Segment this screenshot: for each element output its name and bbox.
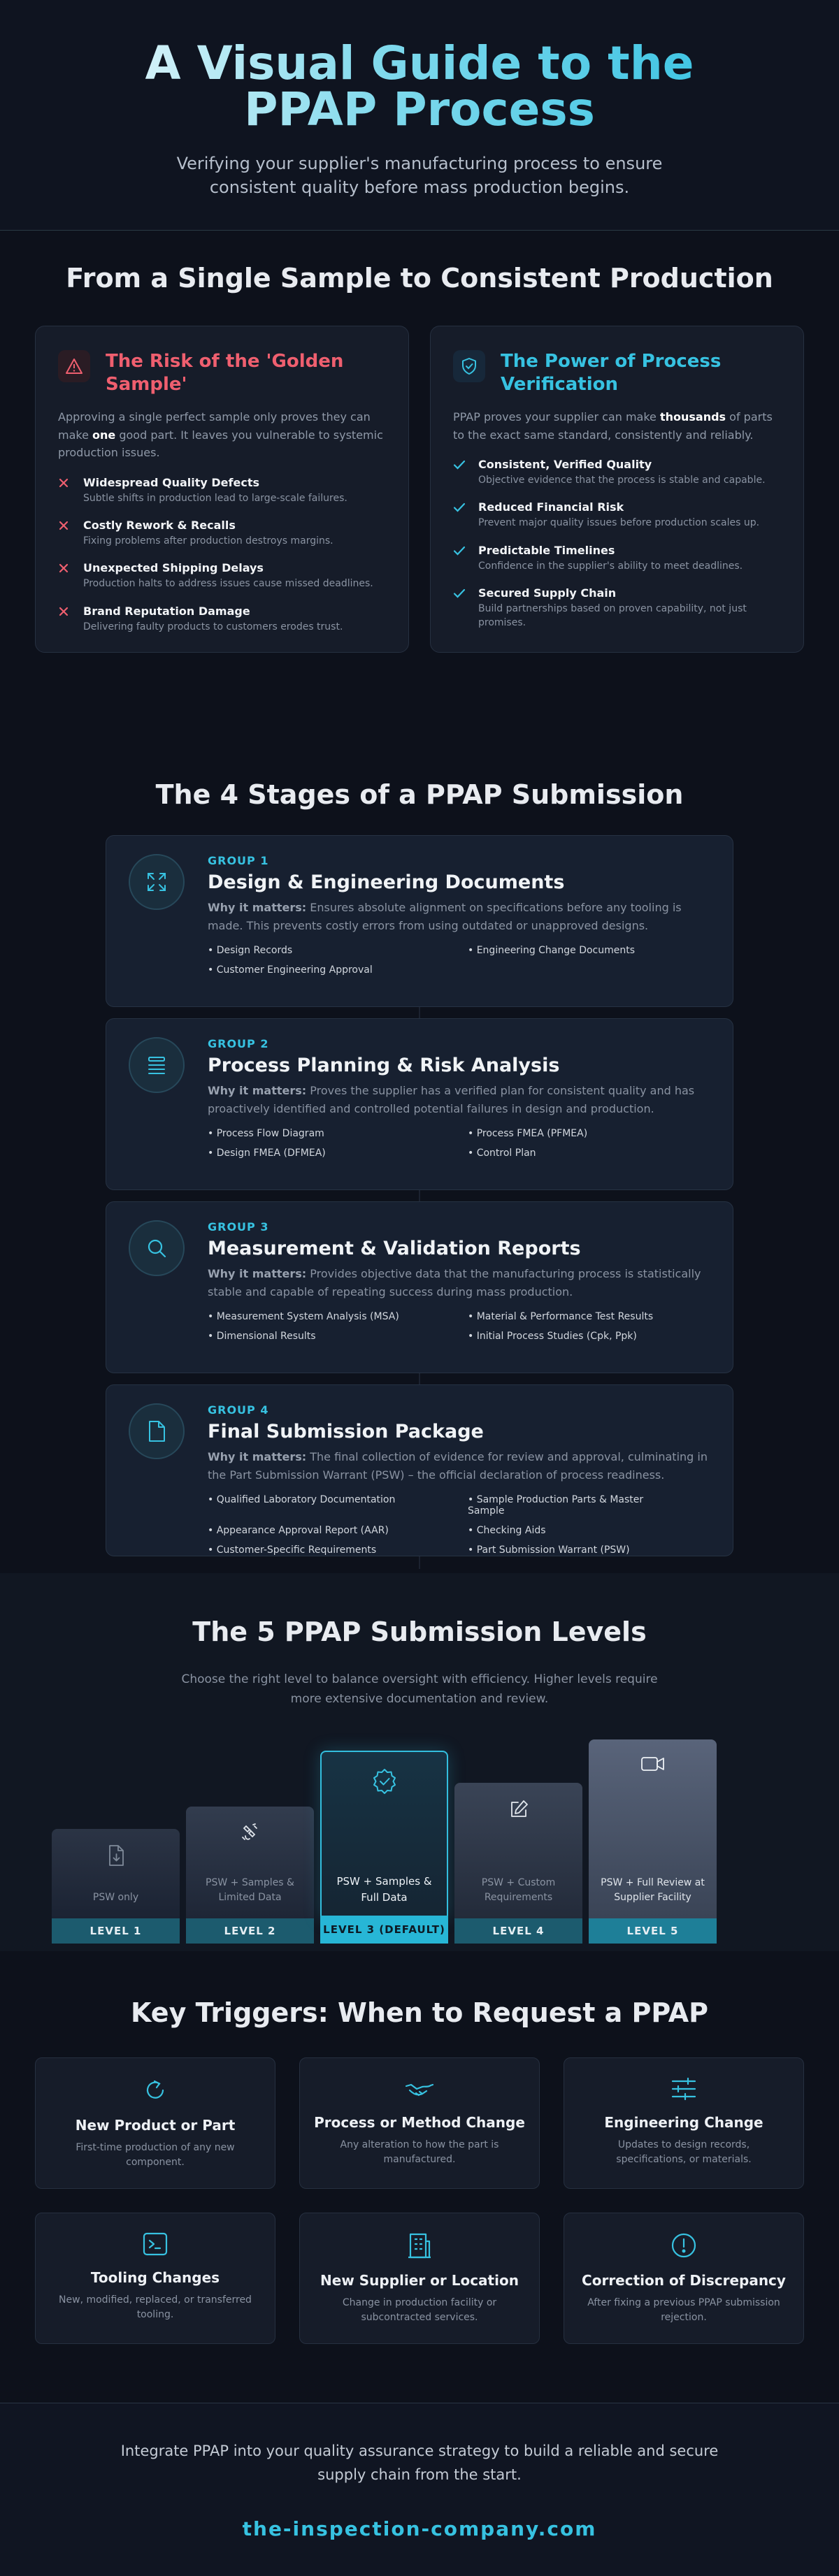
check-icon [453,458,478,487]
trigger-card [35,2213,275,2344]
shield-check-icon [453,350,485,382]
power-list-item: Consistent, Verified Quality Objective evidence that the process is stable and capable. [453,458,781,487]
stage-item: • Engineering Change Documents [468,944,636,956]
trigger-desc: Change in production facility or subcontracted services. [342,2297,497,2323]
levels-chart [35,1727,804,1944]
risk-card [35,326,409,653]
stage-item: • Design Records [208,944,293,956]
triggers-title: Key Triggers: When to Request a PPAP [131,1997,708,2028]
stage-item: • Dimensional Results [208,1330,316,1342]
satellite-icon [186,1822,314,1843]
terminal-icon [36,2231,275,2257]
magnifier-icon [129,1220,185,1276]
video-camera-icon [589,1755,717,1773]
stage-group-label: GROUP 4 [208,1403,269,1417]
stage-item: • Process Flow Diagram [208,1127,324,1139]
power-card [430,326,804,653]
footer-website-link[interactable]: the-inspection-company.com [242,2517,597,2541]
pencil-square-icon [454,1798,582,1821]
page-title: A Visual Guide to the PPAP Process [84,41,755,133]
cross-icon [58,605,83,634]
list-lines-icon [129,1037,185,1093]
stage-title: Design & Engineering Documents [208,871,565,893]
stage-item: • Customer-Specific Requirements [208,1544,377,1556]
trigger-card [564,2213,804,2344]
stage-why: Why it matters: Proves the supplier has a verified plan for consistent quality and has proactively identified and controlled potential failures in design and production. [208,1084,695,1115]
stages-section [0,744,839,1573]
stage-card-group-4 [106,1384,733,1556]
level-1-bar [52,1829,180,1944]
stage-item: • Sample Production Parts & Master Sample [468,1493,644,1517]
check-icon [453,544,478,573]
building-icon [300,2231,539,2259]
comparison-section [0,231,839,744]
risk-list-item: Costly Rework & Recalls Fixing problems after production destroys margins. [58,519,386,548]
cross-icon [58,519,83,548]
stage-why: Why it matters: The final collection of evidence for review and approval, culminating in the Part Submission Warrant (PSW) – the official declaration of process readiness. [208,1450,708,1482]
level-tag: LEVEL 3 (DEFAULT) [320,1916,448,1944]
stage-group-label: GROUP 1 [208,854,269,867]
badge-check-icon [322,1767,447,1795]
stage-group-label: GROUP 3 [208,1220,269,1233]
stage-item: • Appearance Approval Report (AAR) [208,1524,389,1536]
alert-circle-icon [564,2231,803,2259]
stage-items [208,1311,710,1342]
stage-item: • Design FMEA (DFMEA) [208,1147,326,1159]
level-label: PSW + Samples & Limited Data [206,1876,294,1904]
power-list [453,458,781,630]
risk-list [58,476,386,634]
levels-intro: Choose the right level to balance oversight with efficiency. Higher levels require more extensive documentation and review. [181,1672,658,1707]
power-card-title: The Power of Process Verification [501,351,722,395]
stage-items [208,1128,710,1159]
power-list-item: Predictable Timelines Confidence in the supplier's ability to meet deadlines. [453,544,781,573]
stage-item: • Initial Process Studies (Cpk, Ppk) [468,1330,637,1342]
trigger-card [35,2057,275,2189]
power-list-item: Secured Supply Chain Build partnerships based on proven capability, not just promises. [453,586,781,630]
footer-text: Integrate PPAP into your quality assurance strategy to build a reliable and secure supply chain from the start. [120,2443,719,2483]
level-label: PSW + Samples & Full Data [336,1874,432,1904]
expand-arrows-icon [129,854,185,910]
level-label: PSW + Full Review at Supplier Facility [601,1876,705,1904]
stage-items [208,1494,710,1556]
power-list-item: Reduced Financial Risk Prevent major quality issues before production scales up. [453,500,781,530]
levels-section [0,1573,839,1951]
stage-card-group-1 [106,835,733,1007]
warning-triangle-icon [58,350,90,382]
stage-item: • Checking Aids [468,1524,546,1536]
level-2-bar [186,1807,314,1944]
handshake-icon [300,2076,539,2101]
footer-section [0,2403,839,2576]
trigger-title: Tooling Changes [90,2269,220,2286]
trigger-desc: First-time production of any new component. [76,2142,235,2168]
comparison-title: From a Single Sample to Consistent Production [66,263,773,294]
stage-item: • Process FMEA (PFMEA) [468,1127,588,1139]
risk-list-item: Unexpected Shipping Delays Production halts to address issues cause missed deadlines. [58,561,386,591]
stage-card-group-3 [106,1201,733,1373]
stage-item: • Qualified Laboratory Documentation [208,1493,396,1505]
trigger-title: Process or Method Change [314,2114,525,2131]
check-icon [453,500,478,530]
stage-item: • Control Plan [468,1147,536,1159]
level-tag: LEVEL 5 [589,1918,717,1944]
stage-item: • Material & Performance Test Results [468,1310,654,1322]
cross-icon [58,561,83,591]
risk-card-description: Approving a single perfect sample only proves they can make one good part. It leaves you vulnerable to systemic production issues. [58,410,383,460]
stage-title: Measurement & Validation Reports [208,1238,581,1259]
check-icon [453,586,478,630]
trigger-desc: After fixing a previous PPAP submission rejection. [587,2297,780,2323]
level-3-bar [320,1751,448,1944]
trigger-desc: Updates to design records, specifications, or materials. [616,2139,752,2165]
trigger-card [564,2057,804,2189]
level-4-bar [454,1783,582,1944]
refresh-circle-icon [36,2076,275,2104]
hero-section [0,0,839,231]
document-icon [129,1403,185,1459]
power-card-description: PPAP proves your supplier can make thousands of parts to the exact same standard, consistently and reliably. [453,410,773,442]
levels-title: The 5 PPAP Submission Levels [192,1616,647,1647]
stage-item: • Measurement System Analysis (MSA) [208,1310,399,1322]
level-tag: LEVEL 4 [454,1918,582,1944]
page-subtitle: Verifying your supplier's manufacturing process to ensure consistent quality before mass production begins. [176,154,663,197]
stage-title: Final Submission Package [208,1421,484,1442]
risk-list-item: Widespread Quality Defects Subtle shifts in production lead to large-scale failures. [58,476,386,505]
trigger-desc: New, modified, replaced, or transferred tooling. [59,2294,252,2320]
trigger-card [299,2213,540,2344]
stage-why: Why it matters: Provides objective data that the manufacturing process is statistically stable and capable of repeating success during mass production. [208,1267,701,1298]
stage-why: Why it matters: Ensures absolute alignment on specifications before any tooling is made. This prevents costly errors from using outdated or unapproved designs. [208,901,682,932]
level-label: PSW + Custom Requirements [481,1876,556,1904]
stage-title: Process Planning & Risk Analysis [208,1055,560,1076]
trigger-desc: Any alteration to how the part is manufactured. [340,2139,499,2165]
level-label: PSW only [92,1892,139,1904]
stage-group-label: GROUP 2 [208,1037,269,1050]
level-tag: LEVEL 2 [186,1918,314,1944]
trigger-card [299,2057,540,2189]
risk-list-item: Brand Reputation Damage Delivering faulty products to customers erodes trust. [58,605,386,634]
stage-item: • Part Submission Warrant (PSW) [468,1544,630,1556]
trigger-title: New Supplier or Location [320,2272,519,2289]
stage-item: • Customer Engineering Approval [208,964,373,976]
level-5-bar [589,1739,717,1944]
risk-card-title: The Risk of the 'Golden Sample' [106,351,344,395]
sliders-icon [564,2076,803,2101]
trigger-title: Correction of Discrepancy [582,2272,786,2289]
trigger-title: New Product or Part [75,2117,236,2134]
cross-icon [58,476,83,505]
trigger-title: Engineering Change [604,2114,763,2131]
file-download-icon [52,1844,180,1867]
stage-card-group-2 [106,1018,733,1190]
stages-title: The 4 Stages of a PPAP Submission [155,779,684,810]
stage-items [208,945,710,976]
triggers-section [0,1951,839,2403]
level-tag: LEVEL 1 [52,1918,180,1944]
